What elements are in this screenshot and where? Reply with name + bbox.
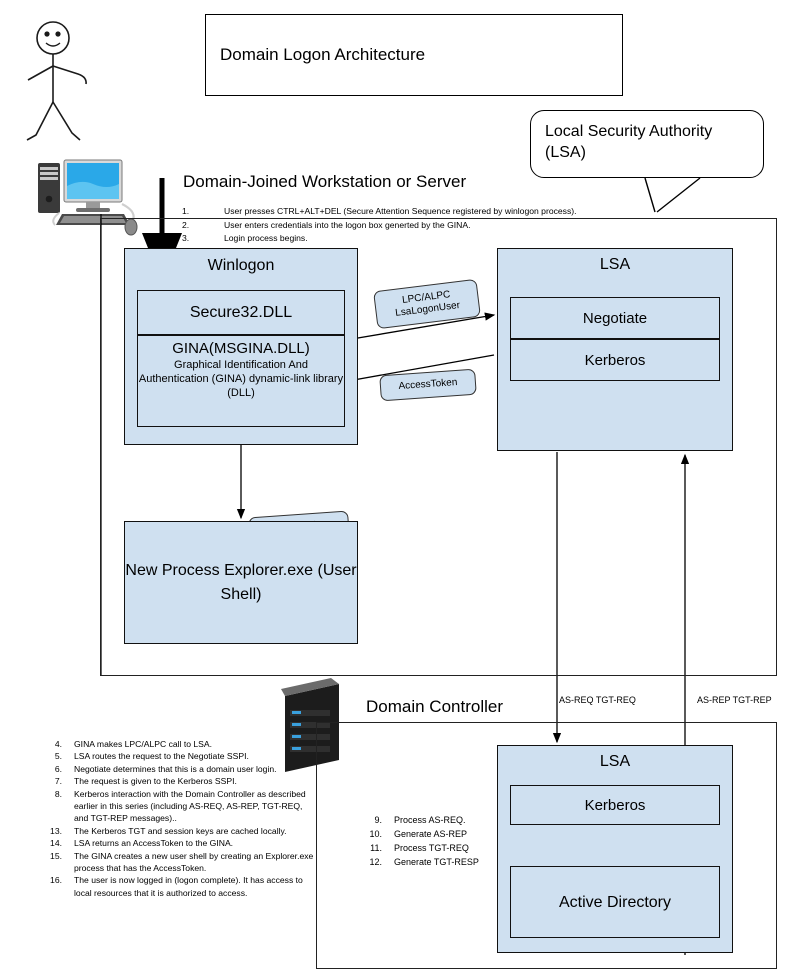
gina-description: Graphical Identification And Authentication (GINA) dynamic-link library (DLL)	[138, 359, 344, 399]
list-item	[14, 738, 314, 750]
list-item-text: Kerberos interaction with the Domain Controller as described earlier in this series (including AS-REQ, AS-REP, TGT-REQ, and TGT-REP messages)..	[74, 788, 306, 824]
list-item-text: The request is given to the Kerberos SSPI.	[74, 776, 237, 787]
dc-kerberos-label: Kerberos	[584, 796, 646, 814]
list-item-text: The user is now logged in (logon complete). It has access to local resources that it is authorized to access.	[74, 875, 303, 898]
domain-controller-frame-title: Domain Controller	[366, 697, 503, 716]
list-item-text: Generate AS-REP	[394, 829, 468, 839]
list-item-text: LSA returns an AccessToken to the GINA.	[74, 838, 234, 849]
access-token-tag-lsa: AccessToken	[379, 369, 477, 402]
list-item	[176, 219, 676, 233]
page-title: Domain Logon Architecture	[220, 45, 426, 64]
stick-figure-icon	[27, 22, 86, 140]
winlogon-title: Winlogon	[207, 257, 275, 274]
lsa-callout-bubble	[530, 110, 764, 178]
diagram-title-box	[205, 14, 623, 96]
protocol-label-request: AS-REQ TGT-REQ	[559, 695, 636, 705]
list-item-number: 12.	[369, 857, 382, 867]
list-item-number: 4.	[54, 739, 62, 749]
workstation-steps-list	[176, 205, 676, 246]
list-item-number: 9.	[374, 815, 382, 825]
list-item-text: GINA makes LPC/ALPC call to LSA.	[74, 739, 213, 749]
new-process-label: New Process Explorer.exe (User Shell)	[125, 561, 357, 603]
list-item-text: Negotiate determines that this is a domain user login.	[74, 763, 277, 774]
lsa-callout-text: Local Security Authority (LSA)	[545, 123, 713, 161]
workstation-detail-steps-list	[14, 738, 314, 899]
gina-title-label: GINA(MSGINA.DLL)	[172, 340, 310, 357]
list-item-text: Process AS-REQ.	[394, 815, 466, 825]
list-item-number: 2.	[182, 219, 190, 230]
list-item-text: The Kerberos TGT and session keys are cached locally.	[74, 825, 287, 836]
list-item	[14, 825, 314, 837]
list-item	[14, 775, 314, 787]
negotiate-label: Negotiate	[582, 309, 648, 327]
list-item-number: 11.	[370, 843, 382, 853]
list-item-number: 13.	[50, 825, 62, 836]
active-directory-label: Active Directory	[558, 893, 672, 911]
active-directory-box	[510, 866, 720, 938]
list-item-number: 15.	[50, 850, 62, 861]
list-item-number: 1.	[182, 206, 190, 216]
list-item-number: 16.	[50, 875, 62, 886]
kerberos-label: Kerberos	[584, 351, 646, 369]
list-item	[14, 837, 314, 849]
list-item-text: Login process begins.	[224, 233, 308, 243]
list-item	[14, 788, 314, 825]
secure32-dll-box	[137, 290, 345, 335]
list-item	[14, 850, 314, 875]
list-item-text: User presses CTRL+ALT+DEL (Secure Attention Sequence registered by winlogon process).	[224, 206, 577, 216]
list-item-text: Generate TGT-RESP	[394, 857, 479, 867]
gina-box	[137, 335, 345, 427]
list-item	[14, 874, 314, 899]
list-item	[14, 763, 314, 775]
workstation-frame-title: Domain-Joined Workstation or Server	[183, 172, 467, 191]
list-item-number: 8.	[54, 788, 62, 799]
list-item-number: 10.	[369, 829, 382, 839]
secure32-dll-label: Secure32.DLL	[189, 303, 293, 321]
list-item-text: The GINA creates a new user shell by creating an Explorer.exe process that has the AccessToken.	[74, 850, 314, 874]
negotiate-box	[510, 297, 720, 339]
list-item-text: LSA routes the request to the Negotiate SSPI.	[74, 751, 249, 762]
new-process-box	[124, 521, 358, 644]
list-item-text: Process TGT-REQ	[394, 843, 469, 853]
protocol-label-reply: AS-REP TGT-REP	[697, 695, 772, 705]
list-item-number: 14.	[50, 838, 62, 849]
list-item	[176, 232, 676, 246]
list-item	[14, 750, 314, 762]
list-item-number: 7.	[54, 776, 62, 787]
dc-lsa-title: LSA	[599, 753, 631, 770]
list-item	[176, 205, 676, 219]
list-item-number: 5.	[54, 751, 62, 762]
list-item-number: 3.	[182, 233, 190, 243]
lpc-alpc-tag: LPC/ALPC LsaLogonUser	[373, 279, 481, 329]
lsa-title: LSA	[599, 256, 631, 273]
list-item-number: 6.	[54, 763, 62, 774]
dc-kerberos-box	[510, 785, 720, 825]
kerberos-box	[510, 339, 720, 381]
list-item-text: User enters credentials into the logon box generted by the GINA.	[224, 219, 471, 230]
